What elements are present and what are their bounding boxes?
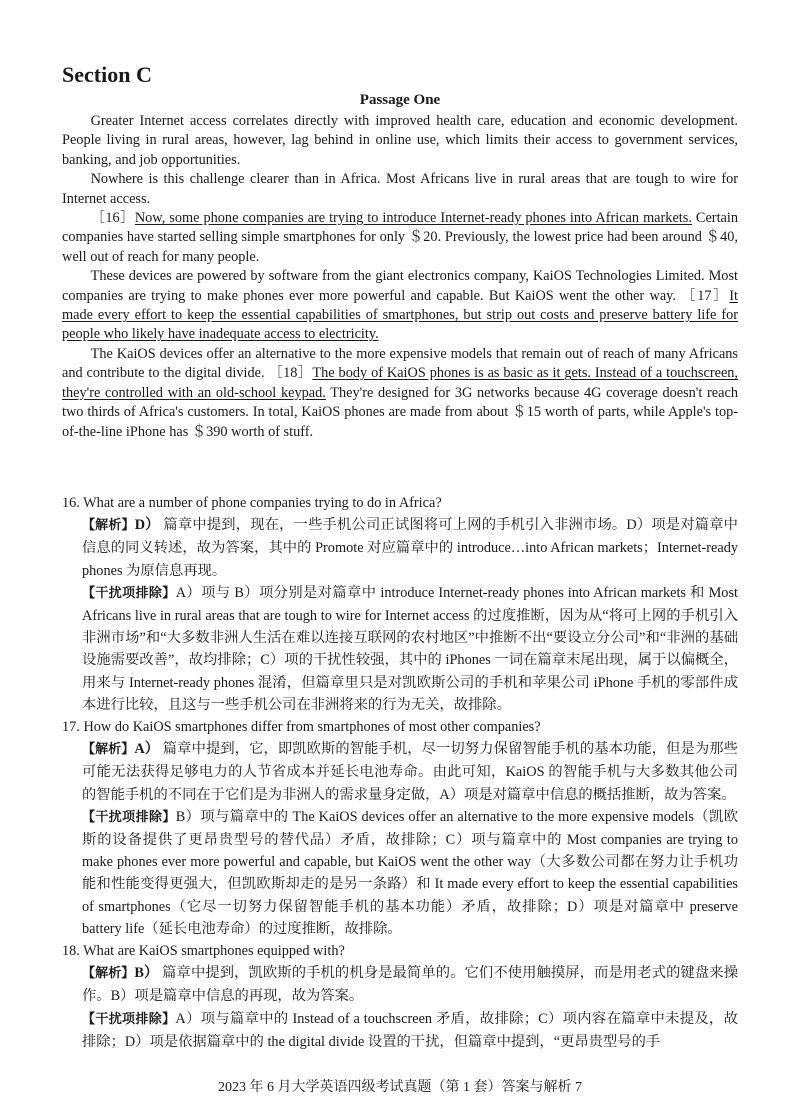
distractor-tag: 【干扰项排除】 (82, 585, 176, 601)
answer-17: A） (134, 741, 160, 758)
analysis-17 (62, 738, 738, 806)
passage-paragraph-3 (62, 209, 738, 267)
question-marker-18: ［18］ (268, 365, 313, 382)
paragraph-3-rest: Certain companies have started selling simple smartphones for only ＄20. Previously, the lowest price had been around ＄40, well out of reach for many people. (62, 210, 739, 265)
distractor-18 (62, 1008, 738, 1053)
question-16: 16. What are a number of phone companies trying to do in Africa? (62, 495, 442, 511)
distractor-text-17: B）项与篇章中的 The KaiOS devices offer an alternative to the more expensive models（凯欧斯的设备提供了更昂贵型号的替代品）矛盾，故排除；C）项与篇章中的 Most companies are trying to make phones ever more powerful and capable, but KaiOS went the other way（大多数公司都在努力让手机功能和性能变得更强大，但凯欧斯却走的是另一条路）和 It made every effort to keep the essential capabilities of smartphones（它尽一切努力保留智能手机的基本功能）矛盾，故排除；D）项是对篇章中 preserve battery life（延长电池寿命）的过度推断，故排除。 (82, 808, 738, 937)
answer-16: D） (134, 517, 160, 534)
question-18: 18. What are KaiOS smartphones equipped with? (62, 943, 345, 960)
answer-18: B） (134, 965, 159, 982)
distractor-text-16: A）项与 B）项分别是对篇章中 introduce Internet-ready phones into African markets 和 Most Africans live in rural areas that are tough to wire for Internet access 的过度推断，因为从“将可上网的手机引入非洲市场”和“大多数非洲人生活在难以连接互联网的农村地区”中推断不出“要设立分公司”和“非洲的基础设施需要改善”，故均排除；C）项的干扰性较强，其中的 iPhones 一词在篇章末尾出现，属于以偏概全，用来与 Internet-ready phones 混淆，但篇章里只是对凯欧斯公司的手机和苹果公司 iPhone 手机的零部件成本进行比较，且这与一些手机公司在非洲将来的行为无关，故排除。 (82, 584, 738, 713)
analysis-18 (62, 962, 738, 1007)
paragraph-4-start: These devices are powered by software from the giant electronics company, KaiOS Technologies Limited. Most companies are trying to make phones ever more powerful and capable. But KaiOS went the other way. (62, 268, 738, 304)
passage-paragraph-1: Greater Internet access correlates directly with improved health care, education and economic development. People living in rural areas, however, lag behind in online use, which limits their access to government services, banking, and job opportunities. (62, 113, 738, 168)
passage-paragraph-4 (62, 267, 738, 345)
distractor-16 (62, 582, 738, 716)
section-title: Section C (62, 62, 152, 87)
underlined-sentence-18: The body of KaiOS phones is as basic as it gets. Instead of a touchscreen, they're controlled with an old-school keypad. (62, 365, 739, 401)
questions-and-analysis (62, 492, 738, 1053)
paragraph-5-start: The KaiOS devices offer an alternative to the more expensive models that remain out of reach of many Africans and contribute to the digital divide. (62, 345, 738, 382)
analysis-16 (62, 514, 738, 582)
distractor-text-18: A）项与篇章中的 Instead of a touchscreen 矛盾，故排除；C）项内容在篇章中未提及，故排除；D）项是依据篇章中的 the digital divide 设置的干扰，但篇章中提到，“更昂贵型号的手 (82, 1010, 738, 1050)
paragraph-5-rest: They're designed for 3G networks because 4G coverage doesn't reach two thirds of Africa's customers. In total, KaiOS phones are made from about ＄15 worth of parts, while Apple's top-of-the-line iPhone has ＄390 worth of stuff. (62, 384, 738, 440)
passage-paragraph-5 (62, 345, 738, 442)
underlined-sentence-16: Now, some phone companies are trying to introduce Internet-ready phones into African markets. (134, 210, 692, 227)
question-marker-17: ［17］ (681, 287, 730, 304)
analysis-tag: 【解析】 (82, 966, 135, 982)
passage-title: Passage One (359, 92, 441, 108)
page-footer: 2023 年 6 月大学英语四级考试真题（第 1 套）答案与解析 7 (218, 1080, 582, 1095)
distractor-tag: 【干扰项排除】 (82, 1011, 176, 1027)
analysis-text-17: 篇章中提到，它，即凯欧斯的智能手机，尽一切努力保留智能手机的基本功能，但是为那些可能无法获得足够电力的人节省成本并延长电池寿命。由此可知，KaiOS 的智能手机与大多数其他公司的智能手机的不同在于它们是为非洲人的需求量身定做，A）项是对篇章中信息的概括推断，故为答案。 (82, 741, 738, 803)
question-marker-16: ［16］ (90, 210, 135, 227)
question-17: 17. How do KaiOS smartphones differ from smartphones of most other companies? (62, 719, 541, 736)
analysis-tag: 【解析】 (82, 518, 135, 534)
passage-body (62, 112, 738, 442)
analysis-text-16: 篇章中提到，现在，一些手机公司正试图将可上网的手机引入非洲市场。D）项是对篇章中信息的同义转述，故为答案，其中的 Promote 对应篇章中的 introduce…into African markets；Internet-ready phones 为原信息再现。 (82, 517, 738, 579)
distractor-tag: 【干扰项排除】 (82, 809, 176, 825)
distractor-17 (62, 806, 738, 940)
underlined-sentence-17: It made every effort to keep the essential capabilities of smartphones, but strip out costs and preserve battery life for people who likely have inadequate access to electricity. (62, 287, 738, 343)
analysis-text-18: 篇章中提到，凯欧斯的手机的机身是最简单的。它们不使用触摸屏，而是用老式的键盘来操作。B）项是篇章中信息的再现，故为答案。 (82, 965, 738, 1005)
analysis-tag: 【解析】 (82, 742, 135, 758)
passage-paragraph-2: Nowhere is this challenge clearer than in Africa. Most Africans live in rural areas that are tough to wire for Internet access. (62, 171, 738, 207)
